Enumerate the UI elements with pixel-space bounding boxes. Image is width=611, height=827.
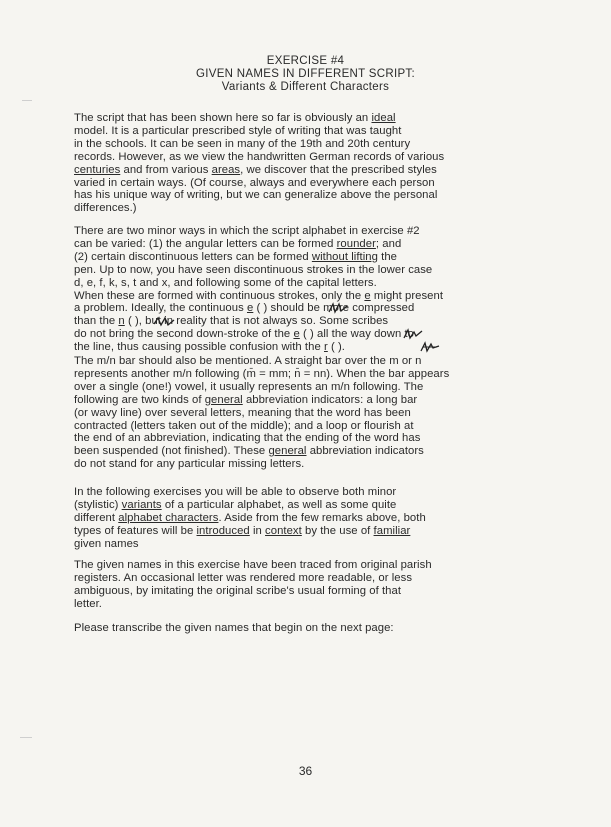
paragraph-instruction: Please transcribe the given names that begin on the next page: xyxy=(74,622,394,634)
heading xyxy=(0,55,611,94)
page-number: 36 xyxy=(298,764,313,778)
script-e-glyph-icon xyxy=(327,301,349,315)
exercise-title: EXERCISE #4 xyxy=(266,55,345,67)
paragraph-variations: There are two minor ways in which the script alphabet in exercise #2 can be varied: (1) the angular letters can be formed rounder; and (2) certain discontinuous letters can be formed without lifting the pen. Up to now, you have seen discontinuous strokes in the lower case d, e, f, k, s, t and x, and following some of the capital letters. When these are formed with continuous strokes, only the e might present a problem. Ideally, the continuous e ( ) should be more compressed than the n ( ), but in reality that is not always so. Some scribes do not bring the second down-stroke of the e ( ) all the way down to the line, thus causing possible confusion with the r ( ). xyxy=(74,225,444,354)
underlined-word: centuries xyxy=(74,163,121,176)
script-r-glyph-icon xyxy=(419,340,441,354)
paragraph-abbreviations: The m/n bar should also be mentioned. A straight bar over the m or n represents another m/n following (m̄ = mm; n̄ = nn). When the bar appears over a single (one!) vowel, it usually represents an m/n following. The following are two kinds of general abbreviation indicators: a long bar (or wavy line) over several letters, meaning that the word has been contracted (letters taken out of the middle); and a loop or flourish at the end of an abbreviation, indicating that the ending of the word has been suspended (not finished). These general abbreviation indicators do not stand for any particular missing letters. xyxy=(74,355,450,471)
exercise-subtitle: GIVEN NAMES IN DIFFERENT SCRIPT: xyxy=(196,68,415,80)
script-n-glyph-icon xyxy=(152,314,176,328)
scan-mark xyxy=(20,737,32,738)
scan-mark xyxy=(22,100,32,101)
paragraph-exercises: In the following exercises you will be able to observe both minor (stylistic) variants of a particular alphabet, as well as some quite different alphabet characters. Aside from the few remarks above, both types of features will be introduced in context by the use of familiar given names xyxy=(74,486,426,550)
underlined-word: ideal xyxy=(371,112,396,124)
paragraph-given-names: The given names in this exercise have been traced from original parish registers. An occasional letter was rendered more readable, or less ambiguous, by imitating the original scribe's usual forming of that letter. xyxy=(74,559,432,610)
script-e-variant-glyph-icon xyxy=(402,327,424,341)
paragraph-intro: The script that has been shown here so far is obviously an ideal model. It is a particular prescribed style of writing that was taught in the schools. It can be seen in many of the 19th and 20th century records. However, as we view the handwritten German records of various centuries and from various areas, we discover that the prescribed styles varied in certain ways. (Of course, always and everywhere each person has his unique way of writing, but we can generalize above the personal differences.) xyxy=(74,112,445,215)
exercise-subheading: Variants & Different Characters xyxy=(221,81,390,93)
underlined-word: areas xyxy=(211,163,241,176)
